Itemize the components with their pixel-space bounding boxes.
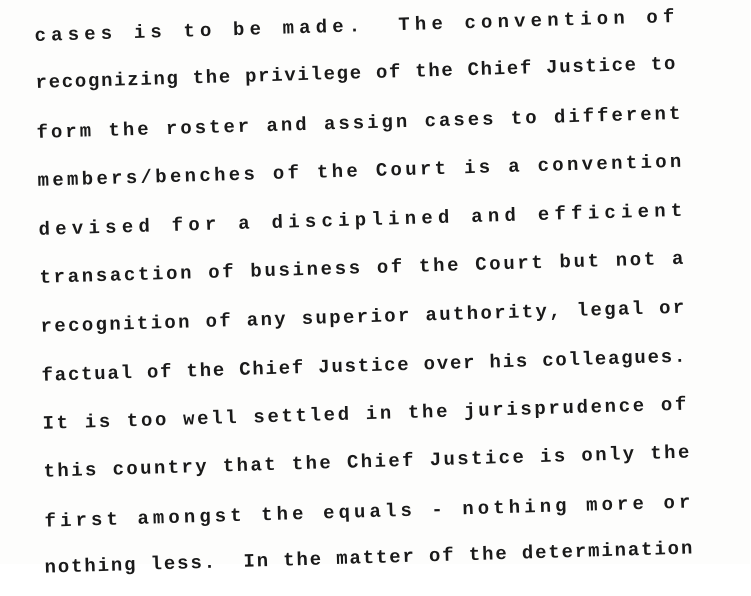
text-line-3-text: form the roster and assign cases to different xyxy=(36,102,681,144)
text-line-9-text: It is too well settled in the jurisprudence of xyxy=(42,393,687,435)
text-line-5-text: devised for a disciplined and efficient xyxy=(38,199,683,241)
text-line-1-text: cases is to be made. The convention of xyxy=(34,6,675,47)
text-line-8-text: factual of the Chief Justice over his colleagues. xyxy=(41,345,686,387)
text-line-12-text: nothing less. In the matter of the determination xyxy=(44,537,693,579)
text-line-7-text: recognition of any superior authority, legal or xyxy=(40,296,685,338)
text-line-6-text: transaction of business of the Court but not a xyxy=(39,247,684,289)
text-line-10-text: this country that the Chief Justice is only the xyxy=(43,441,690,483)
text-line-11-text: first amongst the equals - nothing more or xyxy=(44,491,691,533)
text-line-2-text: recognizing the privilege of the Chief Justice to xyxy=(35,52,676,94)
text-line-4-text: members/benches of the Court is a convention xyxy=(37,150,682,192)
